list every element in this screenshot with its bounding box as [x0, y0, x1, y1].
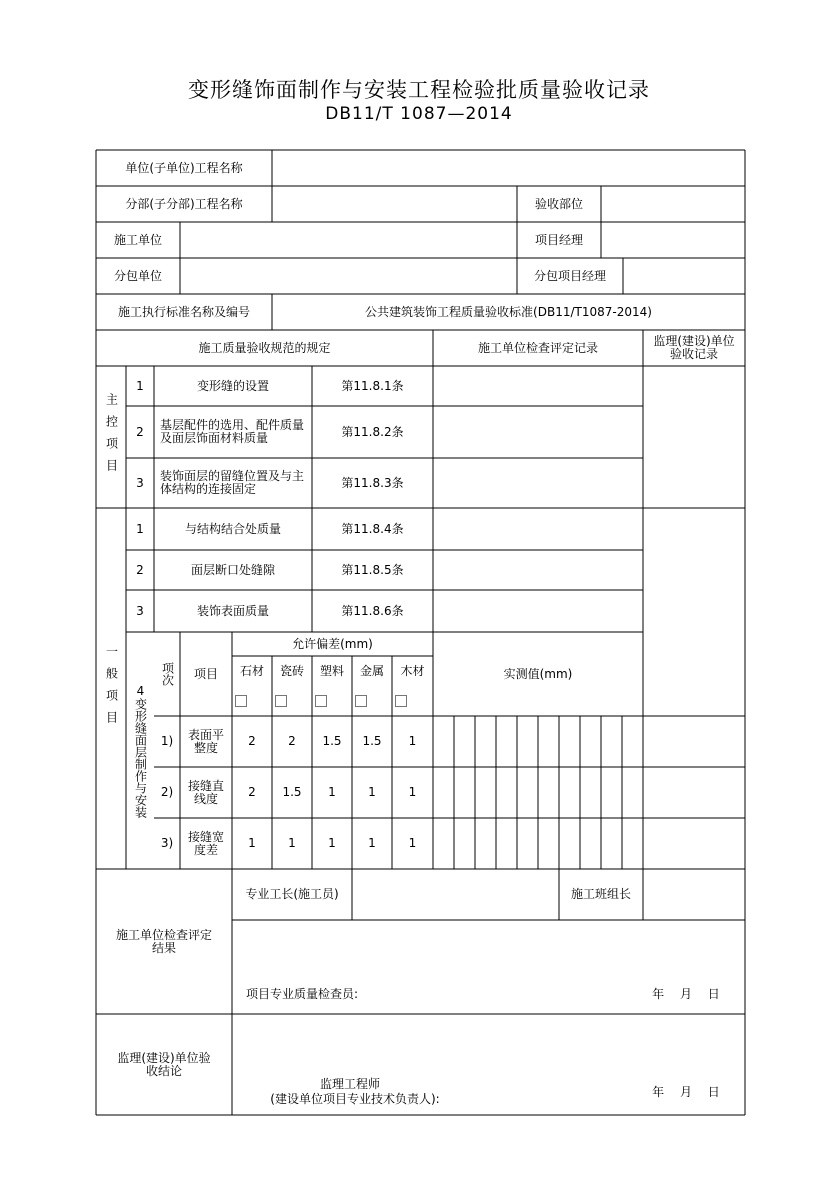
inspector-label: 项目专业质量检查员: [246, 986, 359, 1001]
supervisor-record-header: 监理(建设)单位验收记录 [653, 334, 735, 361]
general-item-no: 2 [136, 562, 144, 577]
tolerance-value: 1 [408, 734, 417, 748]
contractor-record-header: 施工单位检查评定记录 [477, 340, 598, 355]
subcontractor-label: 分包单位 [113, 268, 162, 283]
order-label: 项次 [160, 662, 175, 686]
item4-label: 4变形缝面层制作与安装 [133, 683, 148, 818]
main-item-record[interactable] [433, 366, 643, 406]
subproject-label: 分部(子分部)工程名称 [125, 196, 243, 211]
tolerance-value: 1.5 [322, 734, 342, 748]
general-item-name: 与结构结合处质量 [184, 521, 281, 536]
tolerance-row-no: 3) [160, 836, 174, 850]
sub-project-manager-field[interactable] [623, 258, 745, 294]
acceptance-part-label: 验收部位 [534, 196, 583, 211]
main-item-no: 2 [136, 424, 144, 439]
tolerance-row-name: 接缝宽度差 [187, 829, 224, 857]
main-control-label: 主控项目 [104, 393, 119, 481]
tolerance-value: 1.5 [282, 785, 302, 799]
regulation-header: 施工质量验收规范的规定 [198, 340, 331, 355]
main-item-no: 3 [136, 475, 144, 490]
team-leader-field[interactable] [643, 869, 745, 920]
project-manager-field[interactable] [601, 222, 745, 258]
tolerance-value: 1 [368, 785, 376, 799]
general-item-record[interactable] [433, 550, 643, 590]
main-control-supervisor-record[interactable] [643, 366, 745, 508]
material-tile: 瓷砖 [279, 663, 304, 678]
tolerance-value: 1.5 [362, 734, 382, 748]
tolerance-row-no: 2) [160, 785, 174, 799]
tolerance-row-no: 1) [160, 734, 174, 748]
material-wood: 木材 [400, 663, 425, 678]
tolerance-value: 1 [328, 785, 336, 799]
contractor-label: 施工单位 [113, 232, 162, 247]
contractor-field[interactable] [180, 222, 517, 258]
material-metal: 金属 [359, 663, 384, 678]
sub-project-manager-label: 分包项目经理 [533, 268, 606, 283]
supervisor-result-label: 监理(建设)单位验收结论 [117, 1050, 211, 1078]
team-leader-label: 施工班组长 [570, 887, 631, 901]
measured-label: 实测值(mm) [503, 666, 573, 681]
checkbox-metal[interactable] [355, 695, 367, 707]
main-item-no: 1 [136, 378, 144, 393]
item-label: 项目 [193, 666, 218, 681]
main-item-clause: 第11.8.2条 [341, 424, 404, 439]
standard-label: 施工执行标准名称及编号 [117, 304, 250, 319]
supervisor-date-label: 年 月 日 [652, 1084, 720, 1099]
contractor-date-label: 年 月 日 [652, 986, 720, 1001]
tolerance-value: 2 [248, 734, 256, 748]
checkbox-wood[interactable] [395, 695, 407, 707]
main-item-clause: 第11.8.1条 [341, 378, 404, 393]
contractor-result-label: 施工单位检查评定结果 [115, 927, 212, 955]
tolerance-value: 1 [408, 836, 417, 850]
foreman-label: 专业工长(施工员) [245, 887, 339, 901]
tolerance-label: 允许偏差(mm) [292, 636, 373, 651]
standard-value: 公共建筑装饰工程质量验收标准(DB11/T1087-2014) [365, 304, 652, 319]
main-item-name: 基层配件的选用、配件质量及面层饰面材料质量 [160, 418, 305, 445]
tolerance-value: 1 [408, 785, 417, 799]
general-item-no: 3 [136, 603, 144, 618]
general-item-clause: 第11.8.5条 [341, 562, 404, 577]
tolerance-value: 2 [248, 785, 256, 799]
checkbox-plastic[interactable] [315, 695, 327, 707]
general-supervisor-record[interactable] [643, 508, 745, 716]
general-item-record[interactable] [433, 590, 643, 632]
engineer-label: 监理工程师 [319, 1076, 380, 1091]
project-manager-label: 项目经理 [534, 232, 583, 247]
main-item-name: 装饰面层的留缝位置及与主体结构的连接固定 [160, 469, 305, 496]
project-name-field[interactable] [272, 150, 745, 186]
page-title: 变形缝饰面制作与安装工程检验批质量验收记录 [188, 78, 650, 102]
main-item-name: 变形缝的设置 [196, 378, 269, 393]
tolerance-value: 1 [248, 836, 256, 850]
general-item-record[interactable] [433, 508, 643, 550]
tolerance-row-name: 表面平整度 [187, 727, 224, 755]
general-item-name: 面层断口处缝隙 [190, 562, 275, 577]
tolerance-value: 1 [328, 836, 336, 850]
general-item-clause: 第11.8.4条 [341, 521, 404, 536]
tolerance-row-name: 接缝直线度 [187, 778, 224, 806]
page-subtitle: DB11/T 1087—2014 [325, 104, 513, 124]
subcontractor-field[interactable] [180, 258, 517, 294]
general-item-no: 1 [136, 521, 144, 536]
main-item-record[interactable] [433, 406, 643, 458]
tolerance-value: 1 [368, 836, 376, 850]
checkbox-stone[interactable] [235, 695, 247, 707]
checkbox-tile[interactable] [275, 695, 287, 707]
tolerance-value: 1 [288, 836, 296, 850]
general-label: 一般项目 [104, 644, 119, 733]
engineer-note: (建设单位项目专业技术负责人): [270, 1091, 440, 1106]
foreman-field[interactable] [352, 869, 559, 920]
tolerance-value: 2 [288, 734, 296, 748]
general-item-name: 装饰表面质量 [196, 603, 269, 618]
acceptance-part-field[interactable] [601, 186, 745, 222]
main-item-record[interactable] [433, 458, 643, 508]
material-plastic: 塑料 [319, 663, 344, 678]
material-stone: 石材 [239, 663, 264, 678]
subproject-field[interactable] [272, 186, 517, 222]
main-item-clause: 第11.8.3条 [341, 475, 404, 490]
project-name-label: 单位(子单位)工程名称 [125, 160, 243, 175]
general-item-clause: 第11.8.6条 [341, 603, 404, 618]
